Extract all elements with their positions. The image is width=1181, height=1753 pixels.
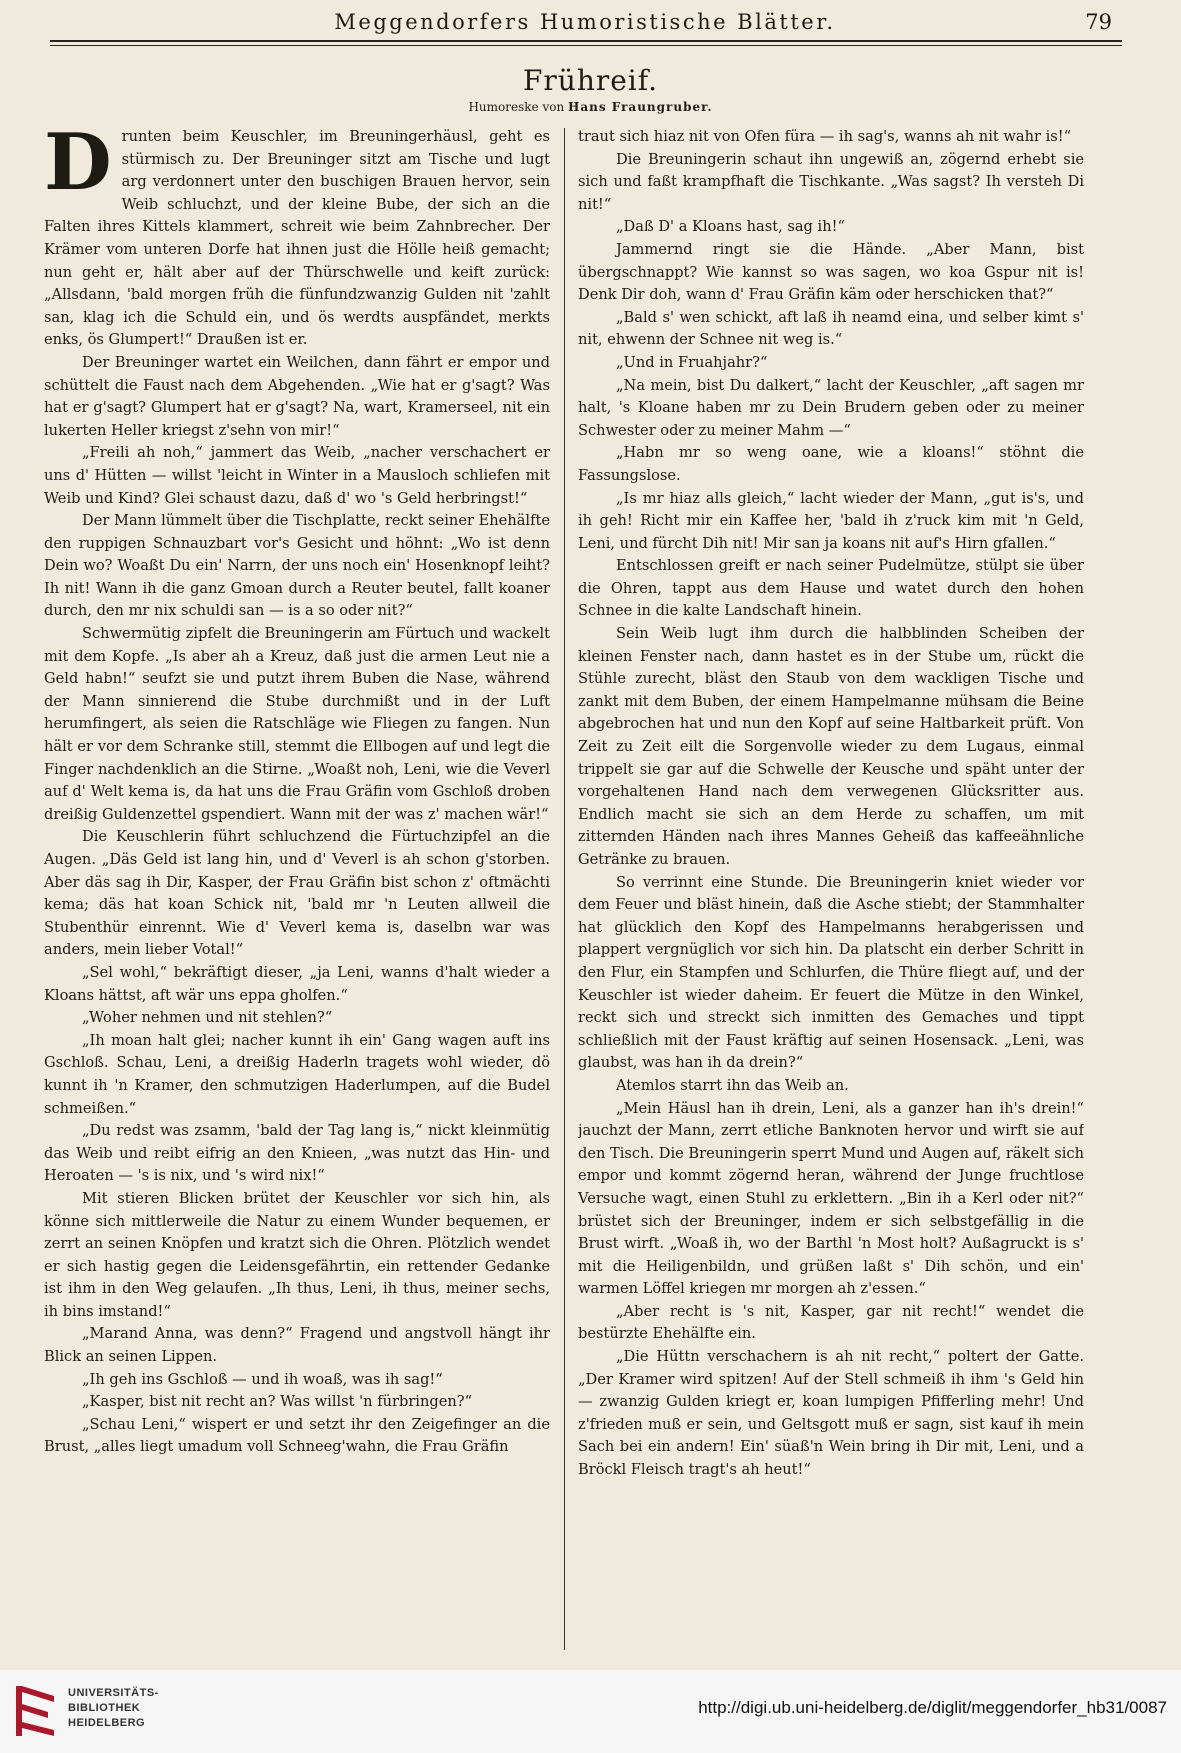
byline <box>0 100 1181 114</box>
running-title: Meggendorfers Humoristische Blätter. <box>334 10 836 34</box>
paragraph: „Die Hüttn verschachern is ah nit recht,“ poltert der Gatte. „Der Kramer wird spitzen! Auf der Stell schmeiß ih ihm 's Geld hin — zwanzig Gulden kriegt er, koan lumpigen Pfifferling mehr! Und z'frieden muß er sein, und Geltsgott muß er sagn, sist kauf ih mein Sach bei ein andern! Ein' süaß'n Wein bring ih Dir mit, Leni, und a Bröckl Fleisch tragt's ah heut!“ <box>578 1348 1084 1479</box>
paragraph: Schwermütig zipfelt die Breuningerin am Fürtuch und wackelt mit dem Kopfe. „Is aber ah a Kreuz, daß just die armen Leut nie a Geld habn!“ seufzt sie und putzt ihrem Buben die Nase, während der Mann sinnierend die Stube durchmißt und in der Luft herumfingert, als seien die Ratschläge wie Fliegen zu fangen. Nun hält er vor dem Schranke still, stemmt die Ellbogen auf und legt die Finger nachdenklich an die Stirne. „Woaßt noh, Leni, wie die Veverl auf d' Welt kema is, da hat uns die Frau Gräfin vom Gschloß droben dreißig Guldenzettel gspendiert. Wann mit der was z' machen wär!“ <box>44 625 550 823</box>
running-head <box>50 6 1120 40</box>
paragraph: „Kasper, bist nit recht an? Was willst 'n fürbringen?“ <box>82 1393 473 1411</box>
paragraph: „Ih geh ins Gschloß — und ih woaß, was ih sag!“ <box>82 1370 443 1388</box>
university-library-logo-icon[interactable] <box>14 1682 58 1740</box>
paragraph: traut sich hiaz nit von Ofen füra — ih sag's, wanns ah nit wahr is!“ <box>578 128 1072 145</box>
paragraph: „Woher nehmen und nit stehlen?“ <box>82 1009 333 1027</box>
paragraph: Der Mann lümmelt über die Tischplatte, reckt seiner Ehehälfte den ruppigen Schnauzbart vor's Gesicht und höhnt: „Wo ist denn Dein wo? Woaßt Du ein' Narrn, der uns noch ein' Hosenknopf leiht? Ih nit! Wann ih die ganz Gmoan durch a Reuter beutel, fallt koaner durch, den mr nix schuldi san — is a so oder nit?“ <box>44 512 550 620</box>
paragraph: Mit stieren Blicken brütet der Keuschler vor sich hin, als könne sich mittlerweile die Natur zu einem Wunder bequemen, er zerrt an seinen Knöpfen und kratzt sich die Ohren. Plötzlich wendet er sich hastig gegen die Leidensgefährtin, ein rettender Gedanke ist ihm in den Weg gelaufen. „Ih thus, Leni, ih thus, meiner sechs, ih bins imstand!“ <box>44 1189 550 1320</box>
paragraph: „Mein Häusl han ih drein, Leni, als a ganzer han ih's drein!“ jauchzt der Mann, zerrt etliche Banknoten hervor und wirft sie auf den Tisch. Die Breuningerin sperrt Mund und Augen auf, räkelt sich empor und kommt zögernd heran, während der Junge fruchtlose Versuche wagt, einen Stuhl zu erklettern. „Bin ih a Kerl oder nit?“ brüstet sich der Breuninger, indem er sich selbstgefällig in die Brust wirft. „Woaß ih, wo der Barthl 'n Most holt? Außagruckt is s' mit die Heiligenbildn, und grüßen laßt s' Dih schön, und ein' warmen Löffel kriegen mr morgen ah z'essen.“ <box>578 1099 1084 1298</box>
paragraph: Jammernd ringt sie die Hände. „Aber Mann, bist übergschnappt? Wie kannst so was sagen, wo koa Gspur nit is! Denk Dir doh, wann d' Frau Gräfin käm oder herschicken that?“ <box>578 240 1084 304</box>
paragraph: „Is mr hiaz alls gleich,“ lacht wieder der Mann, „gut is's, und ih geh! Richt mir ein Kaffee her, 'bald ih z'ruck kim mit 'n Geld, Leni, und fürcht Dih nit! Mir san ja koans nit auf's Hirn gfallen.“ <box>578 489 1084 552</box>
paragraph: „Sel wohl,“ bekräftigt dieser, „ja Leni, wanns d'halt wieder a Kloans hättst, aft wär uns eppa gholfen.“ <box>44 963 550 1004</box>
paragraph: So verrinnt eine Stunde. Die Breuningerin kniet wieder vor dem Feuer und bläst hinein, daß die Asche stiebt; der Stammhalter hat glücklich den Kopf des Hampelmanns herabgerissen und plappert vergnüglich vor sich hin. Da platscht ein derber Schritt in den Flur, ein Stampfen und Schlurfen, die Thüre fliegt auf, und der Keuschler ist wieder daheim. Er feuert die Mütze in den Winkel, reckt sich und streckt sich inmitten des Gemaches und tippt schließlich mit der Faust kräftig auf seinen Hosensack. „Leni, was glaubst, was han ih da drein?“ <box>578 873 1084 1072</box>
library-name[interactable]: UNIVERSITÄTS- BIBLIOTHEK HEIDELBERG <box>68 1687 159 1729</box>
paragraph: Entschlossen greift er nach seiner Pudelmütze, stülpt sie über die Ohren, tappt aus dem Hause und watet durch den hohen Schnee in die kalte Landschaft hinein. <box>578 557 1084 620</box>
viewer-footer <box>0 1670 1181 1753</box>
paragraph: Sein Weib lugt ihm durch die halbblinden Scheiben der kleinen Fenster nach, dann hastet es in der Stube um, rückt die Stühle zurecht, bläst den Staub von dem wackligen Tische und zankt mit dem Buben, der einem Hampelmanne mühsam die Beine abgebrochen hat und nun den Kopf auf seine Haltbarkeit prüft. Von Zeit zu Zeit eilt die Sorgenvolle wieder zu dem Lugaus, einmal trippelt sie gar auf die Schwelle der Keusche und späht unter der vorgehaltenen Hand nach dem verwegenen Glücksritter aus. Endlich macht sie sich an dem Herde zu schaffen, um mit zitternden Händen nach ihres Mannes Geheiß das kaffeeähnliche Getränke zu brauen. <box>578 625 1084 868</box>
paragraph: „Daß D' a Kloans hast, sag ih!“ <box>616 218 845 236</box>
right-column <box>578 126 1084 1666</box>
paragraph: „Und in Fruahjahr?“ <box>616 353 768 371</box>
paragraph: Drunten beim Keuschler, im Breuningerhäusl, geht es stürmisch zu. Der Breuninger sitzt am Tische und lugt arg verdonnert unter den buschigen Brauen hervor, sein Weib schluchzt, und der kleine Bube, der sich an die Falten ihres Kittels klammert, schreit wie beim Zahnbrecher. Der Krämer vom unteren Dorfe hat ihnen just die Hölle heiß gemacht; nun geht er, hält aber auf der Thürschwelle und keift zurück: „Allsdann, 'bald morgen früh die fünfundzwanzig Gulden nit 'zahlt san, klag ich die Schuld ein, und ös werdts auspfändet, merkts enks, ös Glumpert!“ Draußen ist er. <box>44 126 550 349</box>
header-rule-thin <box>50 45 1122 46</box>
paragraph: „Du redst was zsamm, 'bald der Tag lang is,“ nickt kleinmütig das Weib und reibt eifrig an den Knieen, „was nutzt das Hin- und Heroaten — 's is nix, und 's wird nix!“ <box>44 1122 550 1185</box>
paragraph: „Ih moan halt glei; nacher kunnt ih ein' Gang wagen auft ins Gschloß. Schau, Leni, a dreißig Haderln tragets wohl wieder, dö kunnt ih 'n Kramer, den schmutzigen Haderlumpen, auf die Budel schmeißen.“ <box>44 1031 550 1117</box>
story-title: Frühreif. <box>522 64 659 97</box>
paragraph: „Marand Anna, was denn?“ Fragend und angstvoll hängt ihr Blick an seinen Lippen. <box>44 1325 550 1366</box>
left-column <box>44 126 550 1666</box>
header-rule-thick <box>50 40 1122 42</box>
paragraph: „Freili ah noh,“ jammert das Weib, „nacher verschachert er uns d' Hütten — willst 'leicht in Winter in a Mausloch schliefen mit Weib und Kind? Glei schaust dazu, daß d' wo 's Geld herbringst!“ <box>44 444 550 507</box>
column-divider <box>564 128 565 1650</box>
paragraph: „Schau Leni,“ wispert er und setzt ihr den Zeigefinger an die Brust, „alles liegt umadum voll Schneeg'wahn, die Frau Gräfin <box>44 1415 550 1456</box>
paragraph: Atemlos starrt ihn das Weib an. <box>616 1076 849 1094</box>
paragraph: „Na mein, bist Du dalkert,“ lacht der Keuschler, „aft sagen mr halt, 's Kloane haben mr zu Dein Brudern geben oder zu meiner Schwester oder zu meiner Mahm —“ <box>578 376 1084 439</box>
paragraph: Die Breuningerin schaut ihn ungewiß an, zögernd erhebt sie sich und faßt krampfhaft die Tischkante. „Was sagst? Ih versteh Di nit!“ <box>578 150 1084 213</box>
byline-prefix: Humoreske von <box>468 100 565 114</box>
paragraph: Der Breuninger wartet ein Weilchen, dann fährt er empor und schüttelt die Faust nach dem Abgehenden. „Wie hat er g'sagt? Was hat er g'sagt? Glumpert hat er g'sagt? Na, wart, Kramerseel, nit ein lukerten Heller kriegst z'sehn von mir!“ <box>44 353 550 439</box>
paragraph: „Habn mr so weng oane, wie a kloans!“ stöhnt die Fassungslose. <box>578 444 1084 484</box>
author-name: Hans Fraungruber. <box>568 100 713 114</box>
paragraph: Die Keuschlerin führt schluchzend die Fürtuchzipfel an die Augen. „Däs Geld ist lang hin, und d' Veverl is ah schon g'storben. Aber däs sag ih Dir, Kasper, der Frau Gräfin bist schon z' oftmächti kema; däs hat koan Schick nit, 'bald mr 'n Leuten allweil die Stubenthür einrennt. Wie d' Veverl kema is, daselbn war was anders, mein lieber Votal!“ <box>44 828 550 959</box>
drop-cap: D <box>44 126 112 208</box>
permalink-url[interactable]: http://digi.ub.uni-heidelberg.de/diglit/meggendorfer_hb31/0087 <box>698 1698 1167 1717</box>
paragraph: „Aber recht is 's nit, Kasper, gar nit recht!“ wendet die bestürzte Ehehälfte ein. <box>578 1302 1084 1343</box>
page-number: 79 <box>1085 10 1112 34</box>
paragraph: „Bald s' wen schickt, aft laß ih neamd eina, und selber kimt s' nit, ehwenn der Schnee nit weg is.“ <box>578 308 1084 349</box>
